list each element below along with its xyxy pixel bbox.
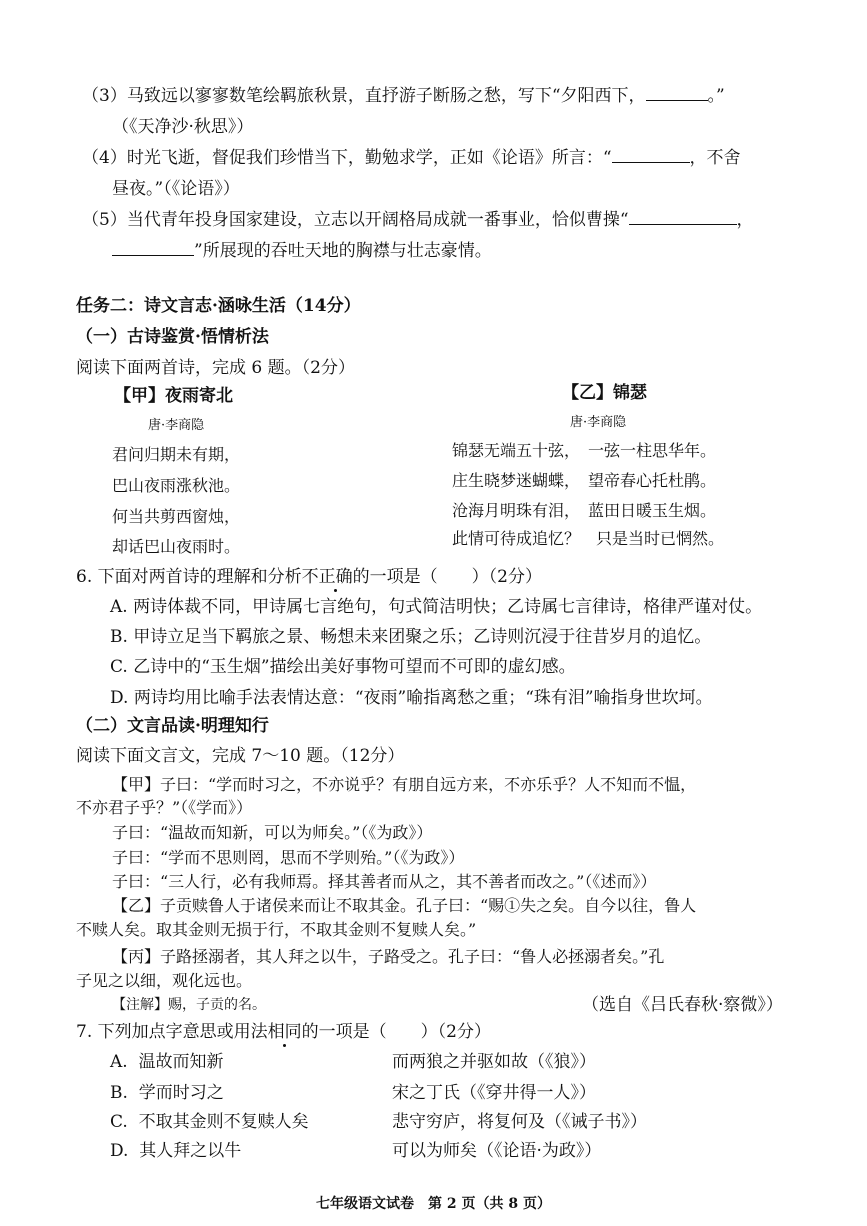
classical-bing-2: 子见之以细，观化远也。: [76, 971, 253, 990]
q7-option-d-compare: 可以为师矣（《论语·为政》）: [392, 1141, 602, 1161]
q5-answer-blank-2[interactable]: [112, 239, 194, 256]
q6-option-c[interactable]: C. 乙诗中的“玉生烟”描绘出美好事物可望而不可即的虚幻感。: [110, 657, 576, 677]
part1-intro: 阅读下面两首诗，完成 6 题。（2分）: [76, 358, 355, 378]
classical-yi-2: 不赎人矣。取其金则无损于行，不取其金则不复赎人矣。”: [76, 920, 477, 939]
q4-line-cont: 昼夜。”（《论语》）: [112, 179, 240, 199]
q6-option-a[interactable]: A. 两诗体裁不同，甲诗属七言绝句，句式简洁明快；乙诗属七言律诗，格律严谨对仗。: [110, 597, 763, 617]
classical-note: 【注解】赐，子贡的名。: [112, 997, 266, 1013]
q7-option-c-compare: 悲守穷庐，将复何及（《诫子书》）: [392, 1112, 647, 1132]
poem-b-line: 此情可待成追忆？ 只是当时已惘然。: [452, 529, 725, 548]
poem-a-author: 唐·李商隐: [148, 418, 205, 433]
q6-stem: 6. 下面对两首诗的理解和分析不正确的一项是（ ）（2分）: [76, 567, 542, 587]
q7-option-c[interactable]: C. 不取其金则不复赎人矣: [110, 1112, 309, 1132]
q7-option-a[interactable]: A. 温故而知新: [110, 1052, 224, 1072]
page-footer: 七年级语文试卷 第 2 页（共 8 页）: [316, 1196, 551, 1212]
q6-option-d[interactable]: D. 两诗均用比喻手法表情达意：“夜雨”喻指离愁之重；“珠有泪”喻指身世坎坷。: [110, 688, 713, 708]
q7-option-b[interactable]: B. 学而时习之: [110, 1083, 224, 1103]
q3-line: （3）马致远以寥寥数笔绘羁旅秋景，直抒游子断肠之愁，写下“夕阳西下， 。”: [82, 86, 725, 106]
poem-a-line: 君问归期未有期，: [112, 445, 241, 464]
part2-intro: 阅读下面文言文，完成 7～10 题。（12分）: [76, 746, 405, 766]
q4-line: （4）时光飞逝，督促我们珍惜当下，勤勉求学，正如《论语》所言：“ ，不舍: [82, 148, 741, 168]
task2-title: 任务二：诗文言志·涵咏生活（14分）: [76, 296, 361, 316]
poem-b-line: 锦瑟无端五十弦， 一弦一柱思华年。: [452, 441, 717, 460]
q7-option-a-compare: 而两狼之并驱如故（《狼》）: [392, 1052, 596, 1072]
classical-jia-2: 不亦君子乎？”（《学而》）: [76, 798, 253, 817]
poem-a-line: 巴山夜雨涨秋池。: [112, 476, 241, 495]
classical-line: 子曰：“三人行，必有我师焉。择其善者而从之，其不善者而改之。”（《述而》）: [112, 872, 657, 891]
poem-b-line: 沧海月明珠有泪， 蓝田日暖玉生烟。: [452, 501, 717, 520]
q6-option-b[interactable]: B. 甲诗立足当下羁旅之景、畅想未来团聚之乐；乙诗则沉浸于往昔岁月的追忆。: [110, 627, 712, 647]
q3-answer-blank[interactable]: [646, 84, 708, 101]
classical-line: 子曰：“温故而知新，可以为师矣。”（《为政》）: [112, 823, 433, 842]
part2-title: （二）文言品读·明理知行: [76, 716, 269, 736]
poem-b-author: 唐·李商隐: [570, 415, 627, 430]
q7-option-d[interactable]: D. 其人拜之以牛: [110, 1141, 242, 1161]
poem-b-title: 【乙】锦瑟: [562, 383, 647, 403]
q5-answer-blank-1[interactable]: [629, 208, 737, 225]
q7-option-b-compare: 宋之丁氏（《穿井得一人》）: [392, 1083, 596, 1103]
part1-title: （一）古诗鉴赏·悟情析法: [76, 327, 269, 347]
q3-source: （《天净沙·秋思》）: [112, 117, 254, 137]
poem-a-title: 【甲】夜雨寄北: [114, 386, 233, 406]
classical-line: 子曰：“学而不思则罔，思而不学则殆。”（《为政》）: [112, 848, 465, 867]
poem-a-line: 何当共剪西窗烛，: [112, 507, 241, 526]
poem-b-line: 庄生晓梦迷蝴蝶， 望帝春心托杜鹃。: [452, 471, 717, 490]
q5-line: （5）当代青年投身国家建设，立志以开阔格局成就一番事业，恰似曹操“ ，: [82, 210, 754, 230]
q4-answer-blank[interactable]: [612, 146, 690, 163]
classical-jia-1: 【甲】子曰：“学而时习之，不亦说乎？有朋自远方来，不亦乐乎？人不知而不愠，: [112, 775, 697, 794]
q7-stem: 7. 下列加点字意思或用法相同的一项是（ ）（2分）: [76, 1022, 491, 1042]
classical-source: （选自《吕氏春秋·察微》）: [582, 995, 783, 1015]
q5-line-cont: ”所展现的吞吐天地的胸襟与壮志豪情。: [112, 239, 492, 263]
classical-yi-1: 【乙】子贡赎鲁人于诸侯来而让不取其金。孔子曰：“赐①失之矣。自今以往，鲁人: [112, 896, 697, 915]
classical-bing-1: 【丙】子路拯溺者，其人拜之以牛，子路受之。孔子曰：“鲁人必拯溺者矣。”孔: [112, 947, 665, 966]
poem-a-line: 却话巴山夜雨时。: [112, 537, 241, 556]
